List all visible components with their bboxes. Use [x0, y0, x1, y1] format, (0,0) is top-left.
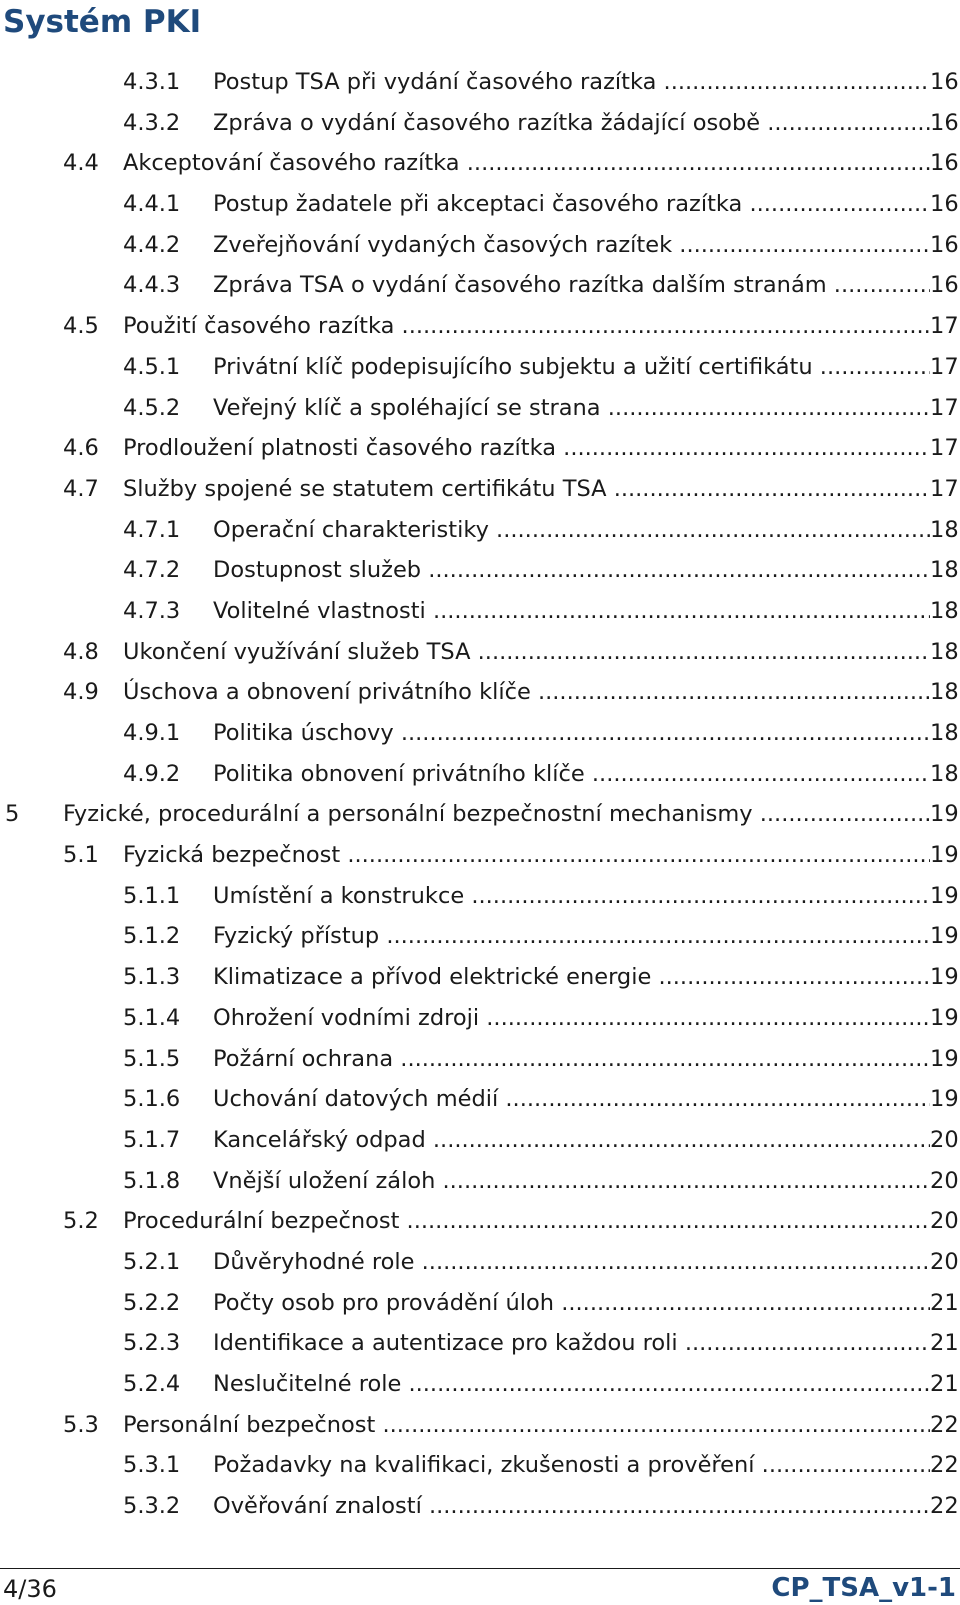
- toc-entry-title: Postup žadatele při akceptaci časového razítka .....: [213, 184, 930, 225]
- toc-entry-number: 4.8: [63, 638, 99, 665]
- toc-entry[interactable]: [0, 916, 960, 957]
- toc-entry-page: 17: [930, 388, 958, 429]
- toc-entry-title: Privátní klíč podepisujícího subjektu a užití certifikátu .....: [213, 347, 930, 388]
- toc-entry-title: Neslučitelné role .....: [213, 1364, 930, 1405]
- toc-entry[interactable]: [0, 428, 960, 469]
- toc-entry-number: 5.2.4: [123, 1371, 181, 1397]
- toc-entry-page: 18: [930, 713, 958, 754]
- toc-entry-number: 5.1.5: [123, 1045, 181, 1072]
- toc-entry-page: 17: [930, 306, 958, 347]
- toc-entry-title: Fyzický přístup .....: [213, 916, 930, 957]
- toc-entry-page: 21: [930, 1323, 958, 1364]
- toc-entry-number: 4.5.2: [123, 394, 181, 421]
- toc-entry-title: Požadavky na kvalifikaci, zkušenosti a prověření .....: [213, 1445, 930, 1486]
- toc-entry[interactable]: [0, 591, 960, 632]
- toc-entry-page: 22: [930, 1405, 958, 1446]
- toc-entry-title: Fyzické, procedurální a personální bezpečnostní mechanismy .....: [63, 794, 930, 835]
- toc-entry[interactable]: [0, 754, 960, 795]
- toc-entry-title: Zveřejňování vydaných časových razítek .....: [213, 225, 930, 266]
- toc-entry-number: 4.7.2: [123, 557, 181, 584]
- toc-entry-number: 4.9: [63, 679, 99, 706]
- page-title: Systém PKI: [3, 4, 202, 40]
- toc-entry[interactable]: [0, 184, 960, 225]
- toc-entry-title: Personální bezpečnost .....: [123, 1405, 930, 1446]
- toc-entry-page: 18: [930, 632, 958, 673]
- toc-entry-number: 5.1.2: [123, 923, 181, 950]
- toc-entry-title: Použití časového razítka .....: [123, 306, 930, 347]
- toc-entry-number: 5: [5, 801, 20, 828]
- toc-entry[interactable]: [0, 388, 960, 429]
- toc-entry-number: 5.1: [63, 842, 99, 869]
- toc-entry-number: 5.2.1: [123, 1248, 181, 1275]
- toc-entry-page: 20: [930, 1120, 958, 1161]
- toc-entry-number: 5.3.1: [123, 1452, 181, 1479]
- toc-entry-title: Umístění a konstrukce .....: [213, 876, 930, 917]
- toc-entry-number: 4.5.1: [123, 353, 181, 380]
- toc-entry-number: 4.7.3: [123, 597, 181, 624]
- toc-entry-number: 4.3.2: [123, 109, 181, 136]
- toc-entry-page: 19: [930, 876, 958, 917]
- toc-entry[interactable]: [0, 1445, 960, 1486]
- toc-entry-title: Počty osob pro provádění úloh .....: [213, 1283, 930, 1324]
- toc-entry[interactable]: [0, 672, 960, 713]
- toc-entry-page: 16: [930, 62, 958, 103]
- toc-entry-page: 20: [930, 1161, 958, 1202]
- toc-entry-number: 4.4.1: [123, 191, 181, 218]
- toc-entry-number: 4.7: [63, 475, 99, 502]
- toc-entry-title: Ukončení využívání služeb TSA .....: [123, 632, 930, 673]
- toc-entry-title: Identifikace a autentizace pro každou roli .....: [213, 1323, 930, 1364]
- toc-entry-number: 5.3: [63, 1411, 99, 1438]
- toc-entry-page: 19: [930, 916, 958, 957]
- footer-document-id: CP_TSA_v1-1: [771, 1573, 956, 1603]
- toc-entry-title: Politika obnovení privátního klíče .....: [213, 754, 930, 795]
- toc-entry-page: 21: [930, 1283, 958, 1324]
- toc-entry-title: Prodloužení platnosti časového razítka .....: [123, 428, 930, 469]
- toc-entry-title: Volitelné vlastnosti .....: [213, 591, 930, 632]
- toc-entry[interactable]: [0, 1242, 960, 1283]
- toc-entry-page: 16: [930, 225, 958, 266]
- toc-entry[interactable]: [0, 62, 960, 103]
- toc-entry-page: 16: [930, 143, 958, 184]
- toc-entry-title: Důvěryhodné role .....: [213, 1242, 930, 1283]
- toc-entry[interactable]: [0, 347, 960, 388]
- toc-entry-page: 16: [930, 184, 958, 225]
- toc-entry-title: Úschova a obnovení privátního klíče .....: [123, 672, 930, 713]
- toc-entry-title: Požární ochrana .....: [213, 1039, 930, 1080]
- toc-entry-number: 4.4.3: [123, 272, 181, 299]
- toc-entry-number: 5.1.1: [123, 882, 181, 909]
- toc-entry-title: Vnější uložení záloh .....: [213, 1161, 930, 1202]
- toc-entry-title: Kancelářský odpad .....: [213, 1120, 930, 1161]
- toc-entry-number: 4.4.2: [123, 231, 181, 258]
- toc-entry[interactable]: [0, 469, 960, 510]
- toc-entry-page: 19: [930, 1079, 958, 1120]
- toc-entry[interactable]: [0, 713, 960, 754]
- toc-entry-page: 19: [930, 1039, 958, 1080]
- toc-entry-title: Klimatizace a přívod elektrické energie .....: [213, 957, 930, 998]
- toc-entry-page: 22: [930, 1445, 958, 1486]
- toc-entry-title: Politika úschovy .....: [213, 713, 930, 754]
- toc-entry-page: 18: [930, 510, 958, 551]
- toc-entry-number: 5.2.2: [123, 1289, 181, 1316]
- toc-entry-number: 5.2: [63, 1208, 99, 1235]
- toc-entry[interactable]: [0, 143, 960, 184]
- toc-entry[interactable]: [0, 998, 960, 1039]
- toc-entry-page: 20: [930, 1242, 958, 1283]
- toc-entry-title: Akceptování časového razítka .....: [123, 143, 930, 184]
- toc-entry[interactable]: [0, 1120, 960, 1161]
- toc-entry-number: 5.1.8: [123, 1167, 181, 1194]
- toc-entry-number: 4.6: [63, 435, 99, 462]
- footer-page-number: 4/36: [3, 1575, 57, 1603]
- toc-entry-page: 16: [930, 103, 958, 144]
- toc-entry-number: 5.1.7: [123, 1126, 181, 1153]
- toc-entry[interactable]: [0, 957, 960, 998]
- toc-entry-number: 4.9.2: [123, 760, 181, 787]
- toc-entry-page: 19: [930, 998, 958, 1039]
- footer-divider: [0, 1568, 960, 1569]
- toc-entry-number: 4.3.1: [123, 69, 181, 95]
- toc-entry[interactable]: [0, 1364, 960, 1405]
- toc-entry-number: 5.1.3: [123, 964, 181, 991]
- toc-entry-title: Operační charakteristiky .....: [213, 510, 930, 551]
- toc-entry-title: Zpráva o vydání časového razítka žádající osobě .....: [213, 103, 930, 144]
- toc-entry-page: 21: [930, 1364, 958, 1405]
- toc-entry-number: 5.3.2: [123, 1493, 181, 1520]
- toc-entry[interactable]: [0, 835, 960, 876]
- toc-entry-title: Uchování datových médií .....: [213, 1079, 930, 1120]
- toc-entry-page: 18: [930, 672, 958, 713]
- toc-entry-page: 19: [930, 794, 958, 835]
- toc-entry-number: 5.1.6: [123, 1086, 181, 1113]
- toc-entry-number: 5.1.4: [123, 1004, 181, 1031]
- toc-entry-title: Ohrožení vodními zdroji .....: [213, 998, 930, 1039]
- toc-entry-title: Zpráva TSA o vydání časového razítka dalším stranám .....: [213, 265, 930, 306]
- toc-entry-page: 18: [930, 754, 958, 795]
- toc-entry-number: 4.5: [63, 313, 99, 340]
- toc-entry[interactable]: [0, 1161, 960, 1202]
- toc-entry-title: Veřejný klíč a spoléhající se strana .....: [213, 388, 930, 429]
- toc-entry-page: 19: [930, 957, 958, 998]
- toc-entry[interactable]: [0, 225, 960, 266]
- toc-entry-title: Fyzická bezpečnost .....: [123, 835, 930, 876]
- toc-entry[interactable]: [0, 1486, 960, 1527]
- toc-entry-page: 16: [930, 265, 958, 306]
- toc-entry-page: 17: [930, 469, 958, 510]
- toc-entry-page: 17: [930, 428, 958, 469]
- toc-entry[interactable]: [0, 550, 960, 591]
- toc-entry-page: 20: [930, 1201, 958, 1242]
- toc-entry-number: 4.4: [63, 150, 99, 177]
- toc-entry-title: Procedurální bezpečnost .....: [123, 1201, 930, 1242]
- table-of-contents: [0, 62, 960, 1527]
- toc-entry[interactable]: [0, 876, 960, 917]
- toc-entry-page: 18: [930, 591, 958, 632]
- toc-entry[interactable]: [0, 265, 960, 306]
- toc-entry-number: 5.2.3: [123, 1330, 181, 1357]
- toc-entry-page: 22: [930, 1486, 958, 1527]
- toc-entry-page: 18: [930, 550, 958, 591]
- toc-entry[interactable]: [0, 632, 960, 673]
- toc-entry[interactable]: [0, 794, 960, 835]
- toc-entry[interactable]: [0, 1201, 960, 1242]
- toc-entry-page: 19: [930, 835, 958, 876]
- toc-entry-page: 17: [930, 347, 958, 388]
- toc-entry[interactable]: [0, 510, 960, 551]
- toc-entry-title: Služby spojené se statutem certifikátu TSA .....: [123, 469, 930, 510]
- toc-entry[interactable]: [0, 103, 960, 144]
- toc-entry-number: 4.9.1: [123, 720, 181, 746]
- toc-entry-number: 4.7.1: [123, 516, 181, 543]
- toc-entry[interactable]: [0, 1039, 960, 1080]
- toc-entry[interactable]: [0, 1283, 960, 1324]
- toc-entry-title: Ověřování znalostí .....: [213, 1486, 930, 1527]
- toc-entry[interactable]: [0, 306, 960, 347]
- toc-entry-title: Dostupnost služeb .....: [213, 550, 930, 591]
- toc-entry[interactable]: [0, 1323, 960, 1364]
- toc-entry[interactable]: [0, 1079, 960, 1120]
- toc-entry-title: Postup TSA při vydání časového razítka .....: [213, 62, 930, 103]
- toc-entry[interactable]: [0, 1405, 960, 1446]
